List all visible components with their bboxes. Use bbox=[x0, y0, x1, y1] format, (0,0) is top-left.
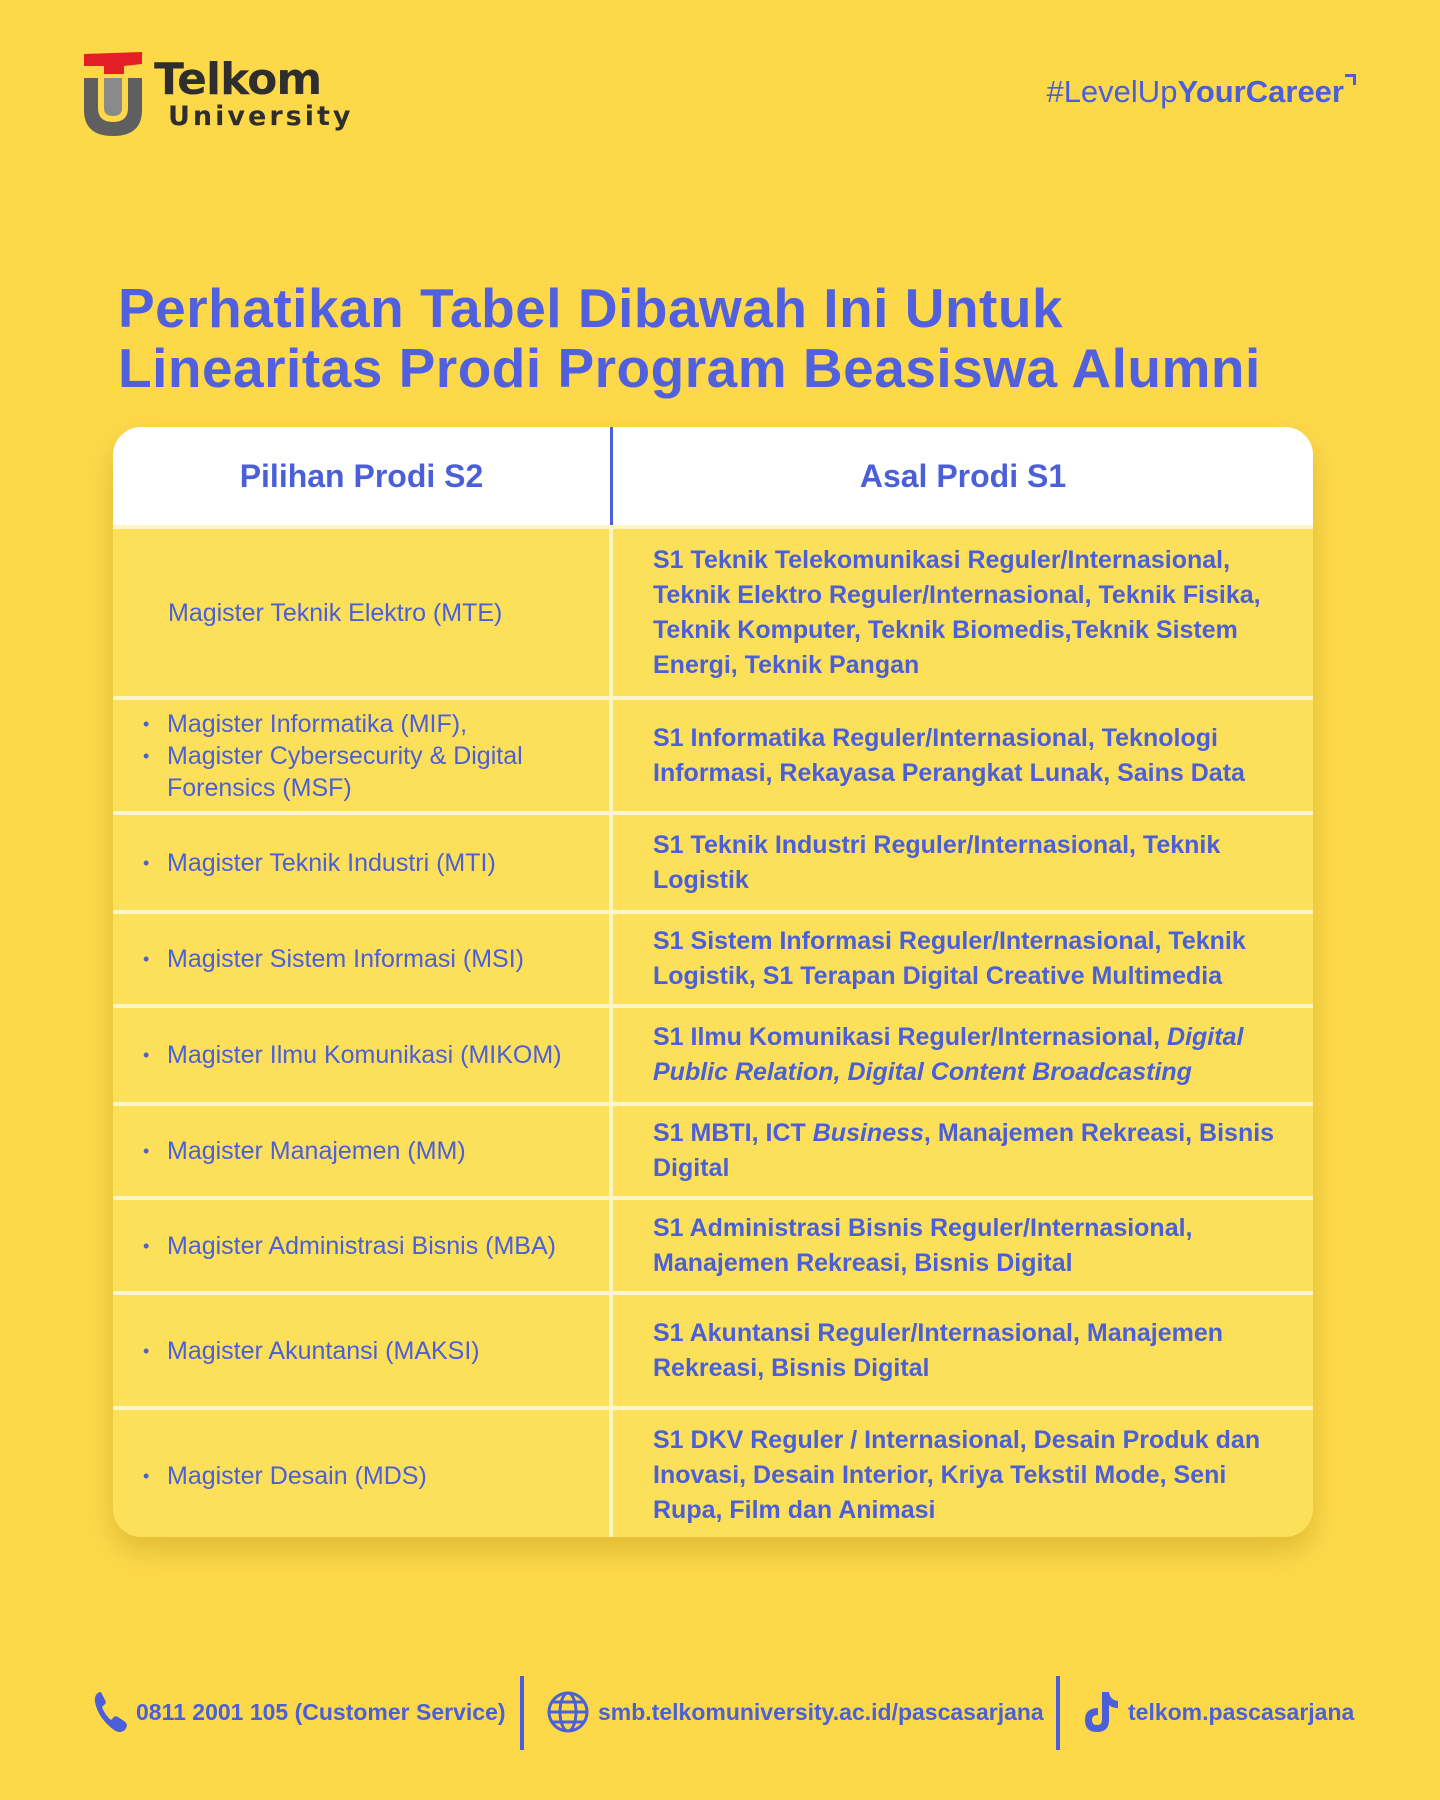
footer-divider bbox=[1056, 1676, 1060, 1750]
bullet-icon: • bbox=[143, 1465, 150, 1486]
s1-cell: S1 Administrasi Bisnis Reguler/Internasional, Manajemen Rekreasi, Bisnis Digital bbox=[653, 1213, 1193, 1277]
s1-text bbox=[653, 1020, 1283, 1090]
website-text: smb.telkomuniversity.ac.id/pascasarjana bbox=[598, 1698, 1044, 1725]
s2-item bbox=[143, 1230, 599, 1262]
s2-program: Magister Cybersecurity & Digital Forensics (MSF) bbox=[167, 741, 523, 802]
s2-item bbox=[143, 1039, 599, 1071]
s2-cell bbox=[113, 815, 613, 910]
phone-contact[interactable] bbox=[92, 1672, 506, 1752]
telkom-emblem-icon bbox=[84, 52, 144, 138]
table-row bbox=[113, 1406, 1313, 1537]
bullet-icon: • bbox=[143, 745, 150, 766]
logo-subtitle: University bbox=[168, 101, 354, 132]
s2-program: Magister Sistem Informasi (MSI) bbox=[167, 945, 525, 973]
footer-divider bbox=[520, 1676, 524, 1750]
s2-item bbox=[143, 1460, 599, 1492]
hashtag-part2: YourCareer bbox=[1177, 74, 1344, 109]
logo-wordmark: Telkom bbox=[154, 54, 322, 105]
bullet-icon: • bbox=[143, 1045, 150, 1065]
bullet-icon: • bbox=[143, 1141, 150, 1161]
hashtag bbox=[1046, 72, 1356, 112]
s2-program: Magister Manajemen (MM) bbox=[167, 1137, 466, 1165]
title-line-2: Linearitas Prodi Program Beasiswa Alumni bbox=[118, 337, 1261, 399]
s2-cell bbox=[113, 1200, 613, 1291]
bullet-icon: • bbox=[143, 1340, 150, 1361]
s2-cell bbox=[113, 1008, 613, 1102]
footer bbox=[90, 1672, 1360, 1752]
s1-text-pre: S1 MBTI, ICT bbox=[653, 1119, 806, 1147]
phone-icon bbox=[92, 1690, 128, 1734]
phone-text: 0811 2001 105 (Customer Service) bbox=[136, 1698, 506, 1725]
s2-cell bbox=[113, 529, 613, 696]
s2-cell bbox=[113, 700, 613, 811]
s1-cell: S1 Teknik Industri Reguler/Internasional, Teknik Logistik bbox=[653, 830, 1221, 894]
table-row bbox=[113, 811, 1313, 910]
s1-cell: S1 Teknik Telekomunikasi Reguler/Internasional, Teknik Elektro Reguler/Internasional, Teknik Fisika, Teknik Komputer, Teknik Biomedis,Teknik Sistem Energi, Teknik Pangan bbox=[653, 545, 1261, 679]
s2-item bbox=[143, 1335, 599, 1367]
s1-cell: S1 DKV Reguler / Internasional, Desain Produk dan Inovasi, Desain Interior, Kriya Tekstil Mode, Seni Rupa, Film dan Animasi bbox=[653, 1426, 1261, 1524]
s2-program: Magister Informatika (MIF), bbox=[167, 709, 468, 738]
s2-program: Magister Teknik Elektro (MTE) bbox=[168, 598, 503, 627]
s2-item bbox=[143, 708, 599, 740]
table-row bbox=[113, 1291, 1313, 1406]
s1-text-post: , Manajemen Rekreasi, Bisnis Digital bbox=[653, 1119, 1275, 1182]
s1-text bbox=[653, 1116, 1283, 1186]
linearity-table bbox=[113, 427, 1313, 1537]
s1-cell: S1 Akuntansi Reguler/Internasional, Manajemen Rekreasi, Bisnis Digital bbox=[653, 1318, 1224, 1382]
table-header bbox=[113, 427, 1313, 525]
s1-cell: S1 Sistem Informasi Reguler/Internasional, Teknik Logistik, S1 Terapan Digital Creative Multimedia bbox=[653, 927, 1246, 990]
table-row bbox=[113, 525, 1313, 696]
hashtag-part1: #LevelUp bbox=[1046, 74, 1178, 109]
website-link[interactable] bbox=[546, 1672, 1044, 1752]
s2-program: Magister Desain (MDS) bbox=[167, 1461, 427, 1490]
title-line-1: Perhatikan Tabel Dibawah Ini Untuk bbox=[118, 277, 1064, 339]
table-row bbox=[113, 1196, 1313, 1291]
table-row bbox=[113, 1004, 1313, 1102]
header bbox=[84, 52, 1356, 142]
bullet-icon: • bbox=[143, 1235, 150, 1256]
header-s2: Pilihan Prodi S2 bbox=[113, 427, 613, 525]
s2-item bbox=[143, 1135, 599, 1167]
globe-icon bbox=[546, 1690, 590, 1734]
table-row bbox=[113, 696, 1313, 811]
s2-cell bbox=[113, 1410, 613, 1537]
s2-program: Magister Ilmu Komunikasi (MIKOM) bbox=[167, 1041, 562, 1069]
bullet-icon: • bbox=[143, 949, 150, 969]
s2-item bbox=[143, 740, 599, 804]
s2-cell bbox=[113, 1106, 613, 1196]
s2-program: Magister Administrasi Bisnis (MBA) bbox=[167, 1231, 556, 1260]
page-title bbox=[118, 278, 1338, 398]
telkom-university-logo[interactable] bbox=[84, 52, 354, 142]
s2-cell bbox=[113, 1295, 613, 1406]
s1-cell: S1 Informatika Reguler/Internasional, Teknologi Informasi, Rekayasa Perangkat Lunak, Sains Data bbox=[653, 723, 1245, 787]
s2-item bbox=[143, 943, 599, 975]
s2-program: Magister Teknik Industri (MTI) bbox=[167, 848, 496, 877]
s2-program: Magister Akuntansi (MAKSI) bbox=[167, 1336, 480, 1365]
s1-text-italic: Digital Public Relation, Digital Content Broadcasting bbox=[653, 1023, 1244, 1086]
corner-bracket-icon bbox=[1345, 74, 1356, 85]
s1-text-italic: Business bbox=[812, 1119, 924, 1147]
s1-text-regular: S1 Ilmu Komunikasi Reguler/Internasional, bbox=[653, 1023, 1161, 1051]
s2-item bbox=[143, 847, 599, 879]
bullet-icon: • bbox=[143, 713, 150, 734]
tiktok-icon bbox=[1082, 1690, 1120, 1734]
s1-cell bbox=[613, 1008, 1313, 1102]
table-row bbox=[113, 910, 1313, 1004]
tiktok-text: telkom.pascasarjana bbox=[1128, 1698, 1355, 1725]
table-row bbox=[113, 1102, 1313, 1196]
s2-cell bbox=[113, 914, 613, 1004]
header-s1: Asal Prodi S1 bbox=[859, 457, 1067, 494]
bullet-icon: • bbox=[143, 852, 150, 873]
tiktok-link[interactable] bbox=[1082, 1672, 1354, 1752]
s1-cell bbox=[613, 1106, 1313, 1196]
